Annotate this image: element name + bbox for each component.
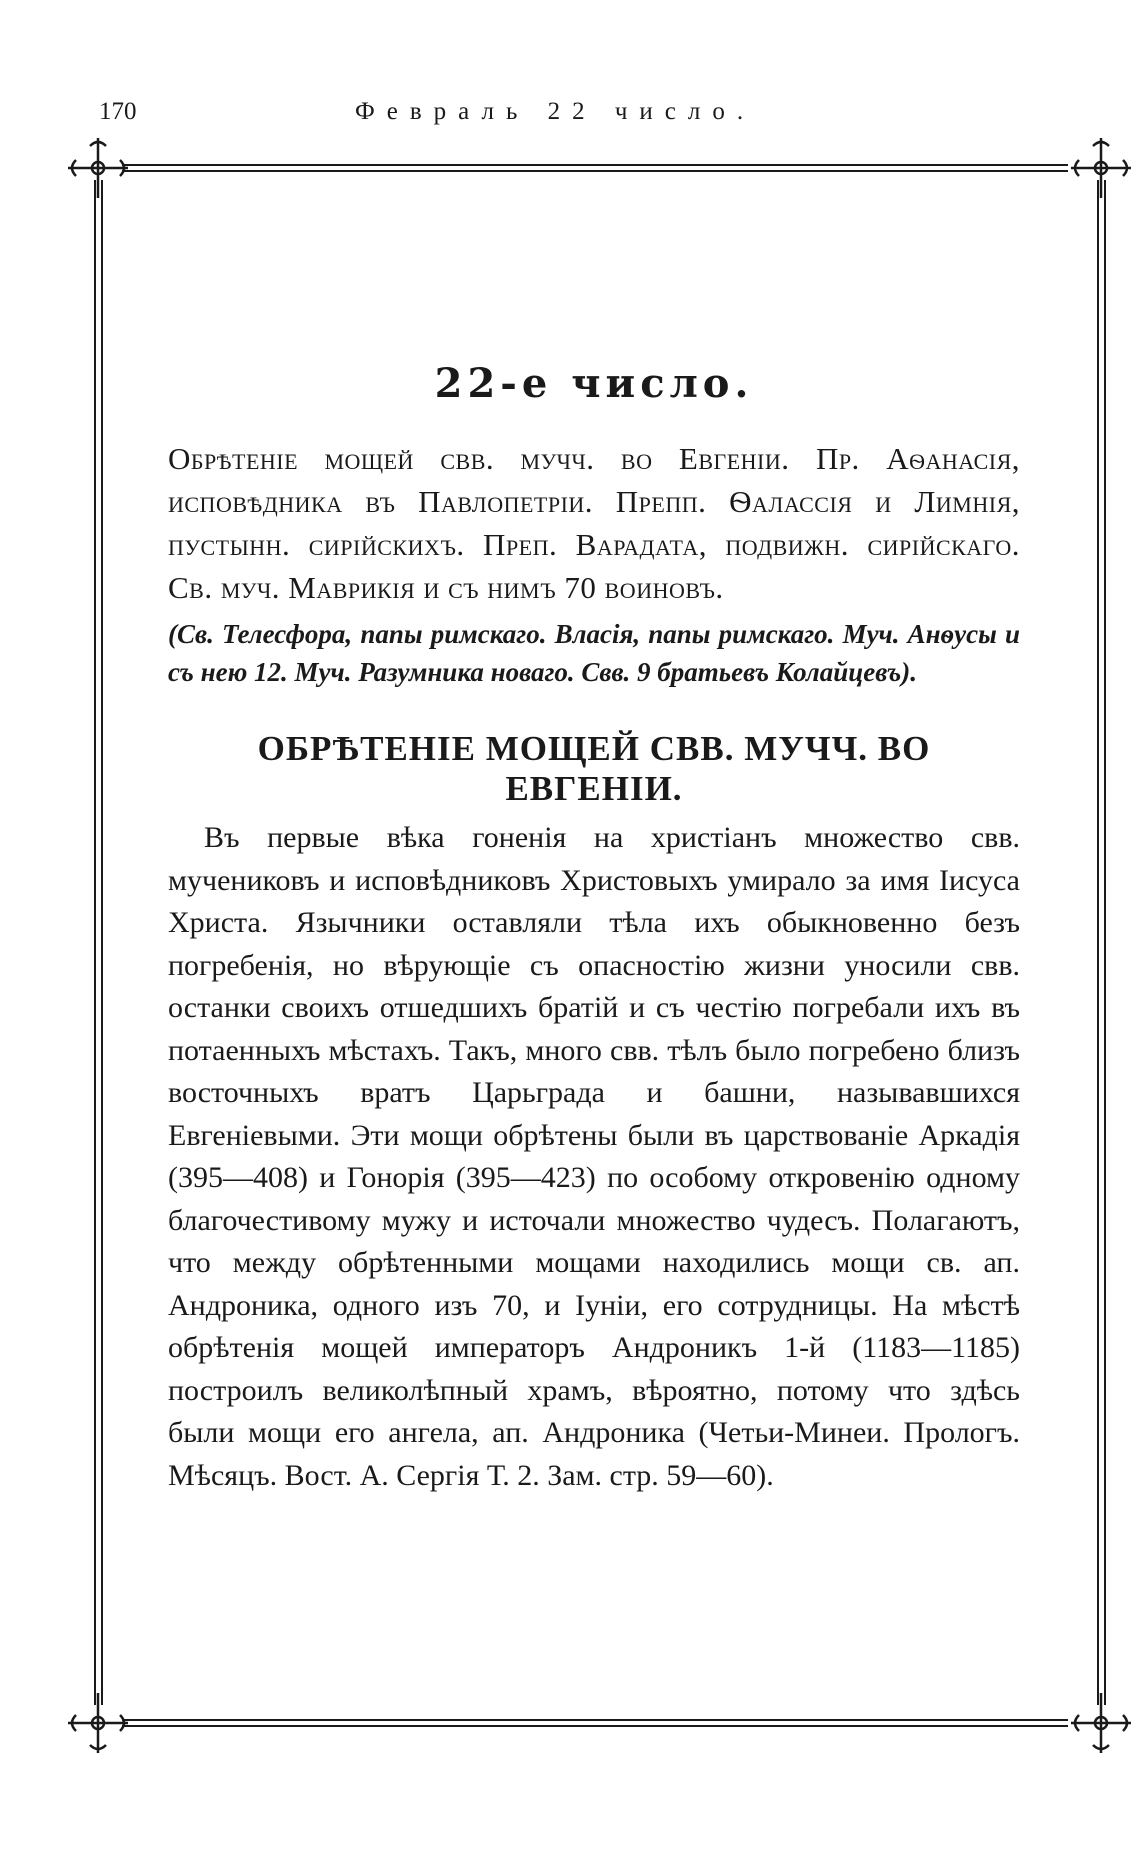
corner-cross-icon	[1071, 138, 1131, 198]
page-number: 170	[99, 98, 137, 125]
corner-cross-icon	[1071, 1693, 1131, 1753]
saints-list: Обрѣтеніе мощей свв. мучч. во Евгеніи. Пр. Аѳанасія, исповѣдника въ Павлопетріи. Препп. Ѳалассія и Лимнія, пустынн. сирійскихъ. Преп. Варадата, подвижн. сирійскаго. Св. муч. Маврикія и съ нимъ 70 воиновъ.	[168, 441, 1020, 605]
day-heading: 22-е число.	[434, 360, 754, 407]
page-content	[168, 360, 1020, 1497]
section-body: Въ первые вѣка гоненія на христіанъ множество свв. мучениковъ и исповѣдниковъ Христовыхъ умирало за имя Іисуса Христа. Язычники оставляли тѣла ихъ обыкновенно безъ погребенія, но вѣрующіе съ опасностію жизни уносили свв. останки своихъ отшедшихъ братій и съ честію погребали ихъ въ потаенныхъ мѣстахъ. Такъ, много свв. тѣлъ было погребено близъ восточныхъ вратъ Царьграда и башни, называвшихся Евгеніевыми. Эти мощи обрѣтены были въ царствованіе Аркадія (395—408) и Гонорія (395—423) по особому откровенію одному благочестивому мужу и источали множество чудесъ. Полагаютъ, что между обрѣтенными мощами находились мощи св. ап. Андроника, одного изъ 70, и Іуніи, его сотрудницы. На мѣстѣ обрѣтенія мощей императоръ Андроникъ 1-й (1183—1185) построилъ великолѣпный храмъ, вѣроятно, потому что здѣсь были мощи его ангела, ап. Андроника (Четьи-Минеи. Прологъ. Мѣсяцъ. Вост. А. Сергія Т. 2. Зам. стр. 59—60).	[168, 821, 1020, 1492]
running-title: Февраль 22 число.	[355, 98, 756, 125]
corner-cross-icon	[68, 138, 128, 198]
saints-note: (Св. Телесфора, папы римскаго. Власія, папы римскаго. Муч. Анѳусы и съ нею 12. Муч. Разумника новаго. Свв. 9 братьевъ Колайцевъ).	[168, 619, 1020, 687]
corner-cross-icon	[68, 1693, 128, 1753]
section-title: ОБРѢТЕНІЕ МОЩЕЙ СВВ. МУЧЧ. ВО ЕВГЕНІИ.	[257, 729, 931, 808]
